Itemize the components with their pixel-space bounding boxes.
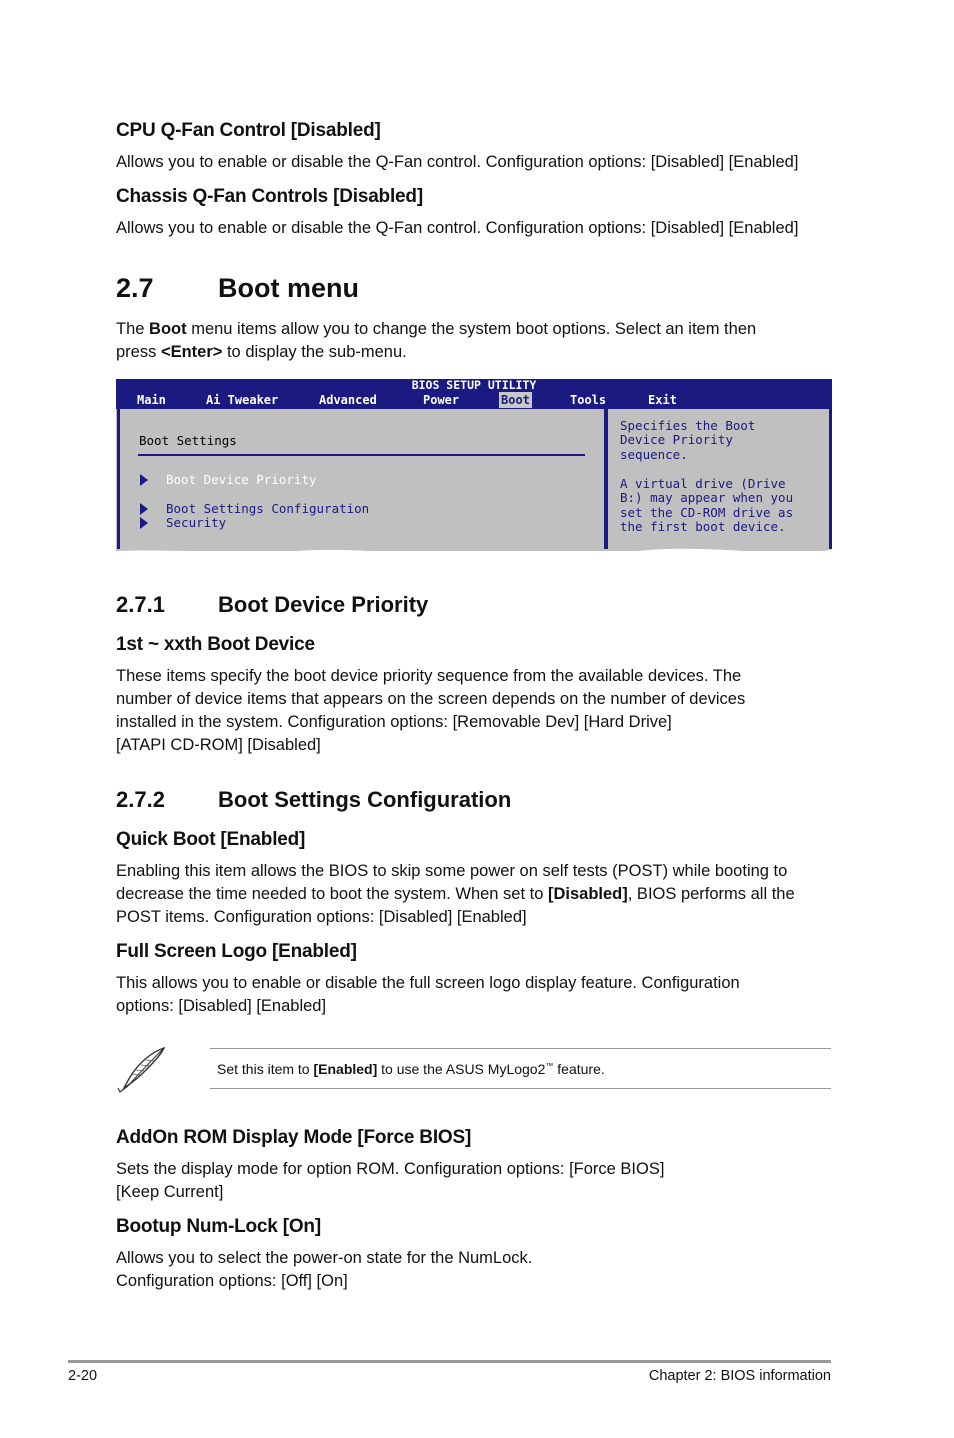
bios-menu-boot[interactable]: Boot bbox=[501, 393, 530, 407]
numlock-heading: Bootup Num-Lock [On] bbox=[116, 1216, 321, 1237]
bios-menu-main[interactable]: Main bbox=[137, 393, 166, 407]
cpu-qfan-heading: CPU Q-Fan Control [Disabled] bbox=[116, 120, 381, 141]
bios-menu-tools[interactable]: Tools bbox=[570, 393, 607, 407]
subsection-number: 2.7.2 bbox=[116, 787, 165, 812]
boot-device-text: These items specify the boot device priority sequence from the available devices. The number of device items that appears on the screen depends on the number of devices installed in the system. Configuration options: [Removable Dev] [Hard Drive] [ATAPI CD-ROM] [Disabled] bbox=[116, 667, 746, 754]
bios-menu-advanced[interactable]: Advanced bbox=[319, 393, 377, 407]
cpu-qfan-text: Allows you to enable or disable the Q-Fan control. Configuration options: [Disabled] [Enabled] bbox=[116, 153, 799, 171]
bios-item-boot-device-priority[interactable]: Boot Device Priority bbox=[166, 472, 317, 487]
bios-help-line: set the CD-ROM drive as bbox=[620, 505, 794, 520]
addon-rom-text: Sets the display mode for option ROM. Configuration options: [Force BIOS] [Keep Current] bbox=[116, 1160, 665, 1201]
chapter-label: Chapter 2: BIOS information bbox=[648, 1368, 831, 1384]
subsection-title: Boot Settings Configuration bbox=[218, 787, 512, 812]
addon-rom-heading: AddOn ROM Display Mode [Force BIOS] bbox=[116, 1127, 472, 1148]
bios-help-line: the first boot device. bbox=[620, 519, 786, 534]
quick-boot-heading: Quick Boot [Enabled] bbox=[116, 829, 306, 850]
quick-boot-text: Enabling this item allows the BIOS to skip some power on self tests (POST) while booting to decrease the time needed to boot the system. When set to [Disabled], BIOS performs all the POST items. Configuration options: [Disabled] [Enabled] bbox=[116, 862, 795, 926]
subsection-number: 2.7.1 bbox=[116, 592, 165, 617]
note-rule-bottom bbox=[210, 1088, 831, 1089]
note-text: Set this item to [Enabled] to use the ASUS MyLogo2™ feature. bbox=[217, 1061, 605, 1077]
numlock-text: Allows you to select the power-on state for the NumLock. Configuration options: [Off] [On] bbox=[116, 1249, 533, 1290]
full-screen-logo-heading: Full Screen Logo [Enabled] bbox=[116, 941, 357, 962]
bios-title: BIOS SETUP UTILITY bbox=[411, 378, 537, 392]
bios-help-line: B:) may appear when you bbox=[620, 490, 794, 505]
note-feather-icon bbox=[114, 1044, 170, 1096]
bios-help-line: sequence. bbox=[620, 447, 688, 462]
bios-menu-power[interactable]: Power bbox=[423, 393, 460, 407]
bios-item-security[interactable]: Security bbox=[166, 515, 227, 530]
note-rule-top bbox=[210, 1048, 831, 1049]
bios-item-boot-settings-config[interactable]: Boot Settings Configuration bbox=[166, 501, 370, 516]
footer-rule bbox=[68, 1360, 831, 1363]
torn-edge bbox=[116, 379, 832, 567]
section-number: 2.7 bbox=[116, 273, 154, 303]
page-number: 2-20 bbox=[68, 1368, 98, 1384]
boot-menu-intro: The Boot menu items allow you to change the system boot options. Select an item then press <Enter> to display the sub-menu. bbox=[116, 320, 757, 361]
chassis-qfan-text: Allows you to enable or disable the Q-Fan control. Configuration options: [Disabled] [Enabled] bbox=[116, 219, 799, 237]
section-title: Boot menu bbox=[218, 273, 359, 303]
subsection-title: Boot Device Priority bbox=[218, 592, 429, 617]
bios-menu-ai-tweaker[interactable]: Ai Tweaker bbox=[206, 393, 279, 407]
boot-device-heading: 1st ~ xxth Boot Device bbox=[116, 634, 315, 655]
chassis-qfan-heading: Chassis Q-Fan Controls [Disabled] bbox=[116, 186, 423, 207]
bios-screen bbox=[116, 379, 832, 567]
bios-panel-header: Boot Settings bbox=[139, 433, 237, 448]
bios-help-line: A virtual drive (Drive bbox=[620, 476, 786, 491]
bios-help-line: Device Priority bbox=[620, 432, 733, 447]
full-screen-logo-text: This allows you to enable or disable the full screen logo display feature. Configuration options: [Disabled] [Enabled] bbox=[116, 974, 740, 1015]
bios-help-line: Specifies the Boot bbox=[620, 418, 756, 433]
bios-menu-exit[interactable]: Exit bbox=[648, 393, 677, 407]
